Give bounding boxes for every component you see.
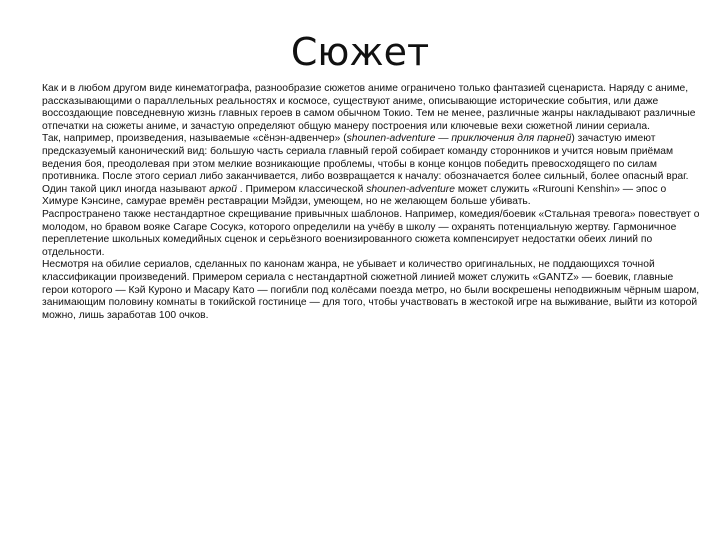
paragraph-2-text-4: может служить «Rurouni Kenshin» — эпос о Химуре Кэнсине, самурае времён реставрации Мэйдзи, умеющем, но не желающем больше убивать.: [42, 183, 667, 208]
paragraph-3: Распространено также нестандартное скрещивание привычных шаблонов. Например, комедия/боевик «Стальная тревога» повествует о молодом, но бравом вояке Сагаре Сосукэ, которого определили на учёбу в школу — охранять потенциальную жертву. Гармоничное переплетение школьных комедийных сценок и серьёзного военизированного сюжета компенсирует недостатки обеих линий по отдельности.: [42, 208, 700, 258]
paragraph-2-italic-2: аркой: [209, 183, 237, 195]
slide-body: [42, 83, 700, 322]
paragraph-2-text-2: ) зачастую имеют предсказуемый канонический вид: большую часть сериала главный герой собирает команду сторонников и учится новым приёмам ведения боя, преодолевая при этом мелкие возникающие проблемы, чтобы в конце концов победить превосходящего по силам противника. После этого сериал либо заканчивается, либо возвращается к началу: обозначается более сильный, более опасный враг. Один такой цикл иногда называют: [42, 133, 689, 195]
paragraph-1: Как и в любом другом виде кинематографа, разнообразие сюжетов аниме ограничено только фантазией сценариста. Наряду с аниме, рассказывающими о параллельных реальностях и космосе, существуют аниме, описывающие исторические события, или даже воссоздающие повседневную жизнь главных героев в самом обычном Токио. Тем не менее, различные жанры накладывают различные отпечатки на сюжеты аниме, и зачастую определяют общую манеру построения или ключевые вехи сюжетной линии сериала.: [42, 83, 696, 132]
paragraph-2-italic-3: shounen-adventure: [366, 183, 455, 195]
slide-title: Сюжет: [290, 30, 430, 74]
paragraph-2: [42, 133, 700, 209]
paragraph-2-italic-1: shounen-adventure — приключения для парней: [346, 133, 572, 145]
paragraph-2-text-1: Так, например, произведения, называемые «сёнэн-адвенчер» (: [42, 133, 347, 145]
paragraph-4: Несмотря на обилие сериалов, сделанных по канонам жанра, не убывает и количество оригинальных, не поддающихся точной классификации произведений. Примером сериала с нестандартной сюжетной линией может служить «GANTZ» — боевик, главные герои которого — Кэй Куроно и Масару Като — погибли под колёсами поезда метро, но были воскрешены неподвижным чёрным шаром, занимающим половину комнаты в токийской гостинице — для того, чтобы участвовать в жестокой игре на выживание, выйти из которой можно, лишь заработав 100 очков.: [42, 259, 700, 321]
paragraph-2-text-3: . Примером классической: [236, 183, 367, 195]
